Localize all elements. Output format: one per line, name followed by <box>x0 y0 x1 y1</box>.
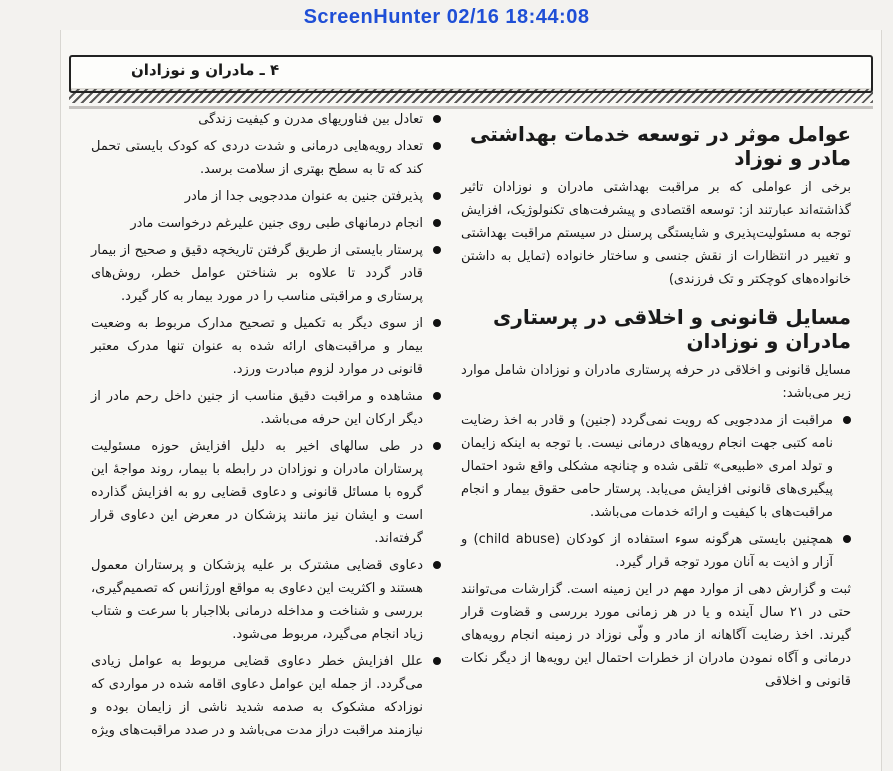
bullet-icon <box>433 392 441 400</box>
list-item-text: پذیرفتن جنین به عنوان مددجویی جدا از مادر <box>184 189 423 204</box>
list-item <box>91 108 441 131</box>
bullet-icon <box>433 192 441 200</box>
list-item-text: مشاهده و مراقبت دقیق مناسب از جنین داخل رحم مادر از دیگر ارکان این حرفه می‌باشد. <box>91 389 423 427</box>
list-item <box>91 385 441 431</box>
bullet-icon <box>433 219 441 227</box>
chapter-header <box>69 55 873 93</box>
paragraph: برخی از عواملی که بر مراقبت بهداشتی مادران و نوزادان تاثیر گذاشته‌اند عبارتند از: توسعه اقتصادی و پیشرفت‌های تکنولوژیک، افزایش توجه به مسئولیت‌پذیری و شایستگی پرسنل در سیستم مراقبت بهداشتی و تغییر در انتظارات از نقش جنسی و ساختار خانواده (تمایل به داشتن خانواده‌های کوچکتر و تک فرزندی) <box>461 180 851 287</box>
list-item <box>91 185 441 208</box>
section-heading: عوامل موثر در توسعه خدمات بهداشتی مادر و نوزاد <box>469 122 851 170</box>
paragraph: ثبت و گزارش دهی از موارد مهم در این زمینه است. گزارشات می‌توانند حتی در ۲۱ سال آینده و یا در هر زمانی مورد بررسی و قضاوت قرار گیرند. اخذ رضایت آگاهانه از مادر و ولّی نوزاد در زمینه انجام رویه‌های درمانی و آگاه نمودن مادران از خطرات احتمال این رویه‌ها از دیگر نکات قانونی و اخلاقی <box>461 582 851 689</box>
list-item <box>461 528 851 574</box>
list-item-text: علل افزایش خطر دعاوی قضایی مربوط به عوامل زیادی می‌گردد. از جمله این عوامل دعاوی اقامه شده در مواردی که نوزادکه مشکوک به صدمه شدید ناشی از زایمان بوده و نیازمند مراقبت دراز مدت می‌باشد و در صدد مراقبت‌های ویژه <box>91 654 423 738</box>
bullet-icon <box>433 319 441 327</box>
list-item-text: تعداد رویه‌هایی درمانی و شدت دردی که کودک بایستی تحمل کند که تا به سطح بهتری از سلامت برسد. <box>91 139 423 177</box>
bullet-icon <box>433 142 441 150</box>
list-item-text: دعاوی قضایی مشترک بر علیه پزشکان و پرستاران معمول هستند و اکثریت این دعاوی به مواقع اورژانس که تصمیم‌گیری، بررسی و شناخت و مداخله درمانی بلااجبار با سرعت و شتاب زیاد انجام می‌گیرد، مربوط می‌شود. <box>90 558 423 642</box>
list-item <box>91 554 441 646</box>
section-heading: مسایل قانونی و اخلاقی در پرستاری مادران و نوزادان <box>493 305 851 353</box>
decorative-border <box>69 89 873 103</box>
bullet-icon <box>433 561 441 569</box>
screenhunter-stamp: ScreenHunter 02/16 18:44:08 <box>303 6 590 28</box>
left-column <box>91 108 441 746</box>
list-item <box>461 409 851 524</box>
list-item <box>91 312 441 381</box>
list-item <box>91 135 441 181</box>
list-item <box>91 435 441 550</box>
list-item-text: در طی سالهای اخیر به دلیل افزایش حوزه مسئولیت پرستاران مادران و نوزادان در رابطه با بیمار، روند مواجهٔ این گروه با مسائل قانونی و دعاوی قضایی رو به افزایش گذارده است و ایشان نیز مانند پزشکان در معرض این دعاوی قرار گرفته‌اند. <box>91 439 423 546</box>
list-item-text: همچنین بایستی هرگونه سوء استفاده از کودکان (child abuse) و آزار و اذیت به آنان مورد توجه قرار گیرد. <box>461 532 833 570</box>
chapter-title: ۴ ـ مادران و نوزادان <box>131 61 280 79</box>
list-item <box>91 212 441 235</box>
list-item-text: از سوی دیگر به تکمیل و تصحیح مدارک مربوط به وضعیت بیمار و مراقبت‌های ارائه شده به عنوان تنها مدرک معتبر قانونی در موارد لزوم مبادرت ورزد. <box>91 316 423 377</box>
list-item <box>91 650 441 742</box>
paragraph: مسایل قانونی و اخلاقی در حرفه پرستاری مادران و نوزادان شامل موارد زیر می‌باشد: <box>461 363 851 401</box>
list-item-text: مراقبت از مددجویی که رویت نمی‌گردد (جنین) و قادر به اخذ رضایت نامه کتبی جهت انجام رویه‌های درمانی نیست. با توجه به اینکه زایمان و تولد امری «طبیعی» تلقی شده و چنانچه مشکلی واقع شود احتمال پیگیری‌های قانونی افزایش می‌یابد. پرستار حامی حقوق بیمار و انجام مراقبت‌های با کیفیت و ارائه خدمات می‌باشد. <box>461 413 833 520</box>
right-column <box>461 108 851 697</box>
book-page <box>60 30 882 771</box>
bullet-icon <box>433 657 441 665</box>
list-item <box>91 239 441 308</box>
list-item-text: انجام درمانهای طبی روی جنین علیرغم درخواست مادر <box>130 216 423 231</box>
list-item-text: تعادل بین فناوریهای مدرن و کیفیت زندگی <box>198 112 423 127</box>
bullet-icon <box>433 246 441 254</box>
bullet-icon <box>843 416 851 424</box>
bullet-icon <box>843 535 851 543</box>
bullet-icon <box>433 442 441 450</box>
list-item-text: پرستار بایستی از طریق گرفتن تاریخچه دقیق و صحیح از بیمار قادر گردد تا علاوه بر شناختن عوامل خطر، روش‌های پرستاری و مراقبتی مناسب را در مورد بیمار به کار گیرد. <box>91 243 423 304</box>
bullet-icon <box>433 115 441 123</box>
